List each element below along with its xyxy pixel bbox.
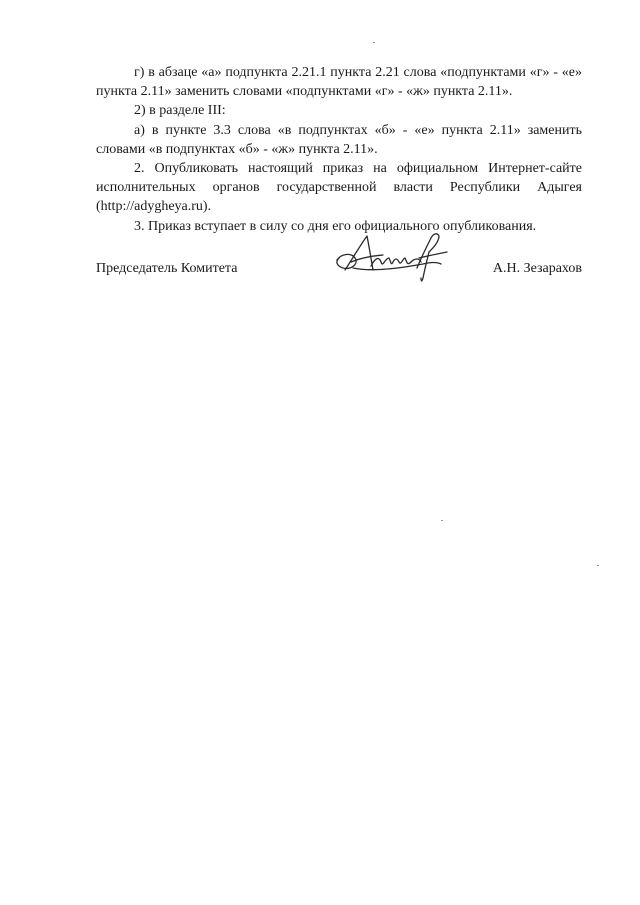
- signature-block: [96, 256, 582, 280]
- signatory-title: Председатель Комитета: [96, 261, 238, 276]
- scan-speck: [597, 565, 599, 566]
- scan-speck: [441, 520, 443, 521]
- paragraph-amendment-g: г) в абзаце «а» подпункта 2.21.1 пункта 2.21 слова «подпунктами «г» - «е» пункта 2.11» заменить словами «подпунктами «г» - «ж» пункта 2.11».: [96, 65, 582, 100]
- paragraph-amendment-a: а) в пункте 3.3 слова «в подпунктах «б» - «е» пункта 2.11» заменить словами «в подпунктах «б» - «ж» пункта 2.11».: [96, 122, 582, 157]
- paragraph-publication: 2. Опубликовать настоящий приказ на официальном Интернет-сайте исполнительных органов государственной власти Республики Адыгея (http://adygheya.ru).: [96, 161, 582, 215]
- signatory-name: А.Н. Зезарахов: [492, 261, 582, 276]
- handwritten-signature: [331, 228, 461, 284]
- paragraph-section-iii: 2) в разделе III:: [134, 103, 226, 119]
- scan-speck: [373, 42, 375, 43]
- paragraph-effective-date: 3. Приказ вступает в силу со дня его официального опубликования.: [134, 218, 537, 234]
- document-body: [96, 63, 582, 236]
